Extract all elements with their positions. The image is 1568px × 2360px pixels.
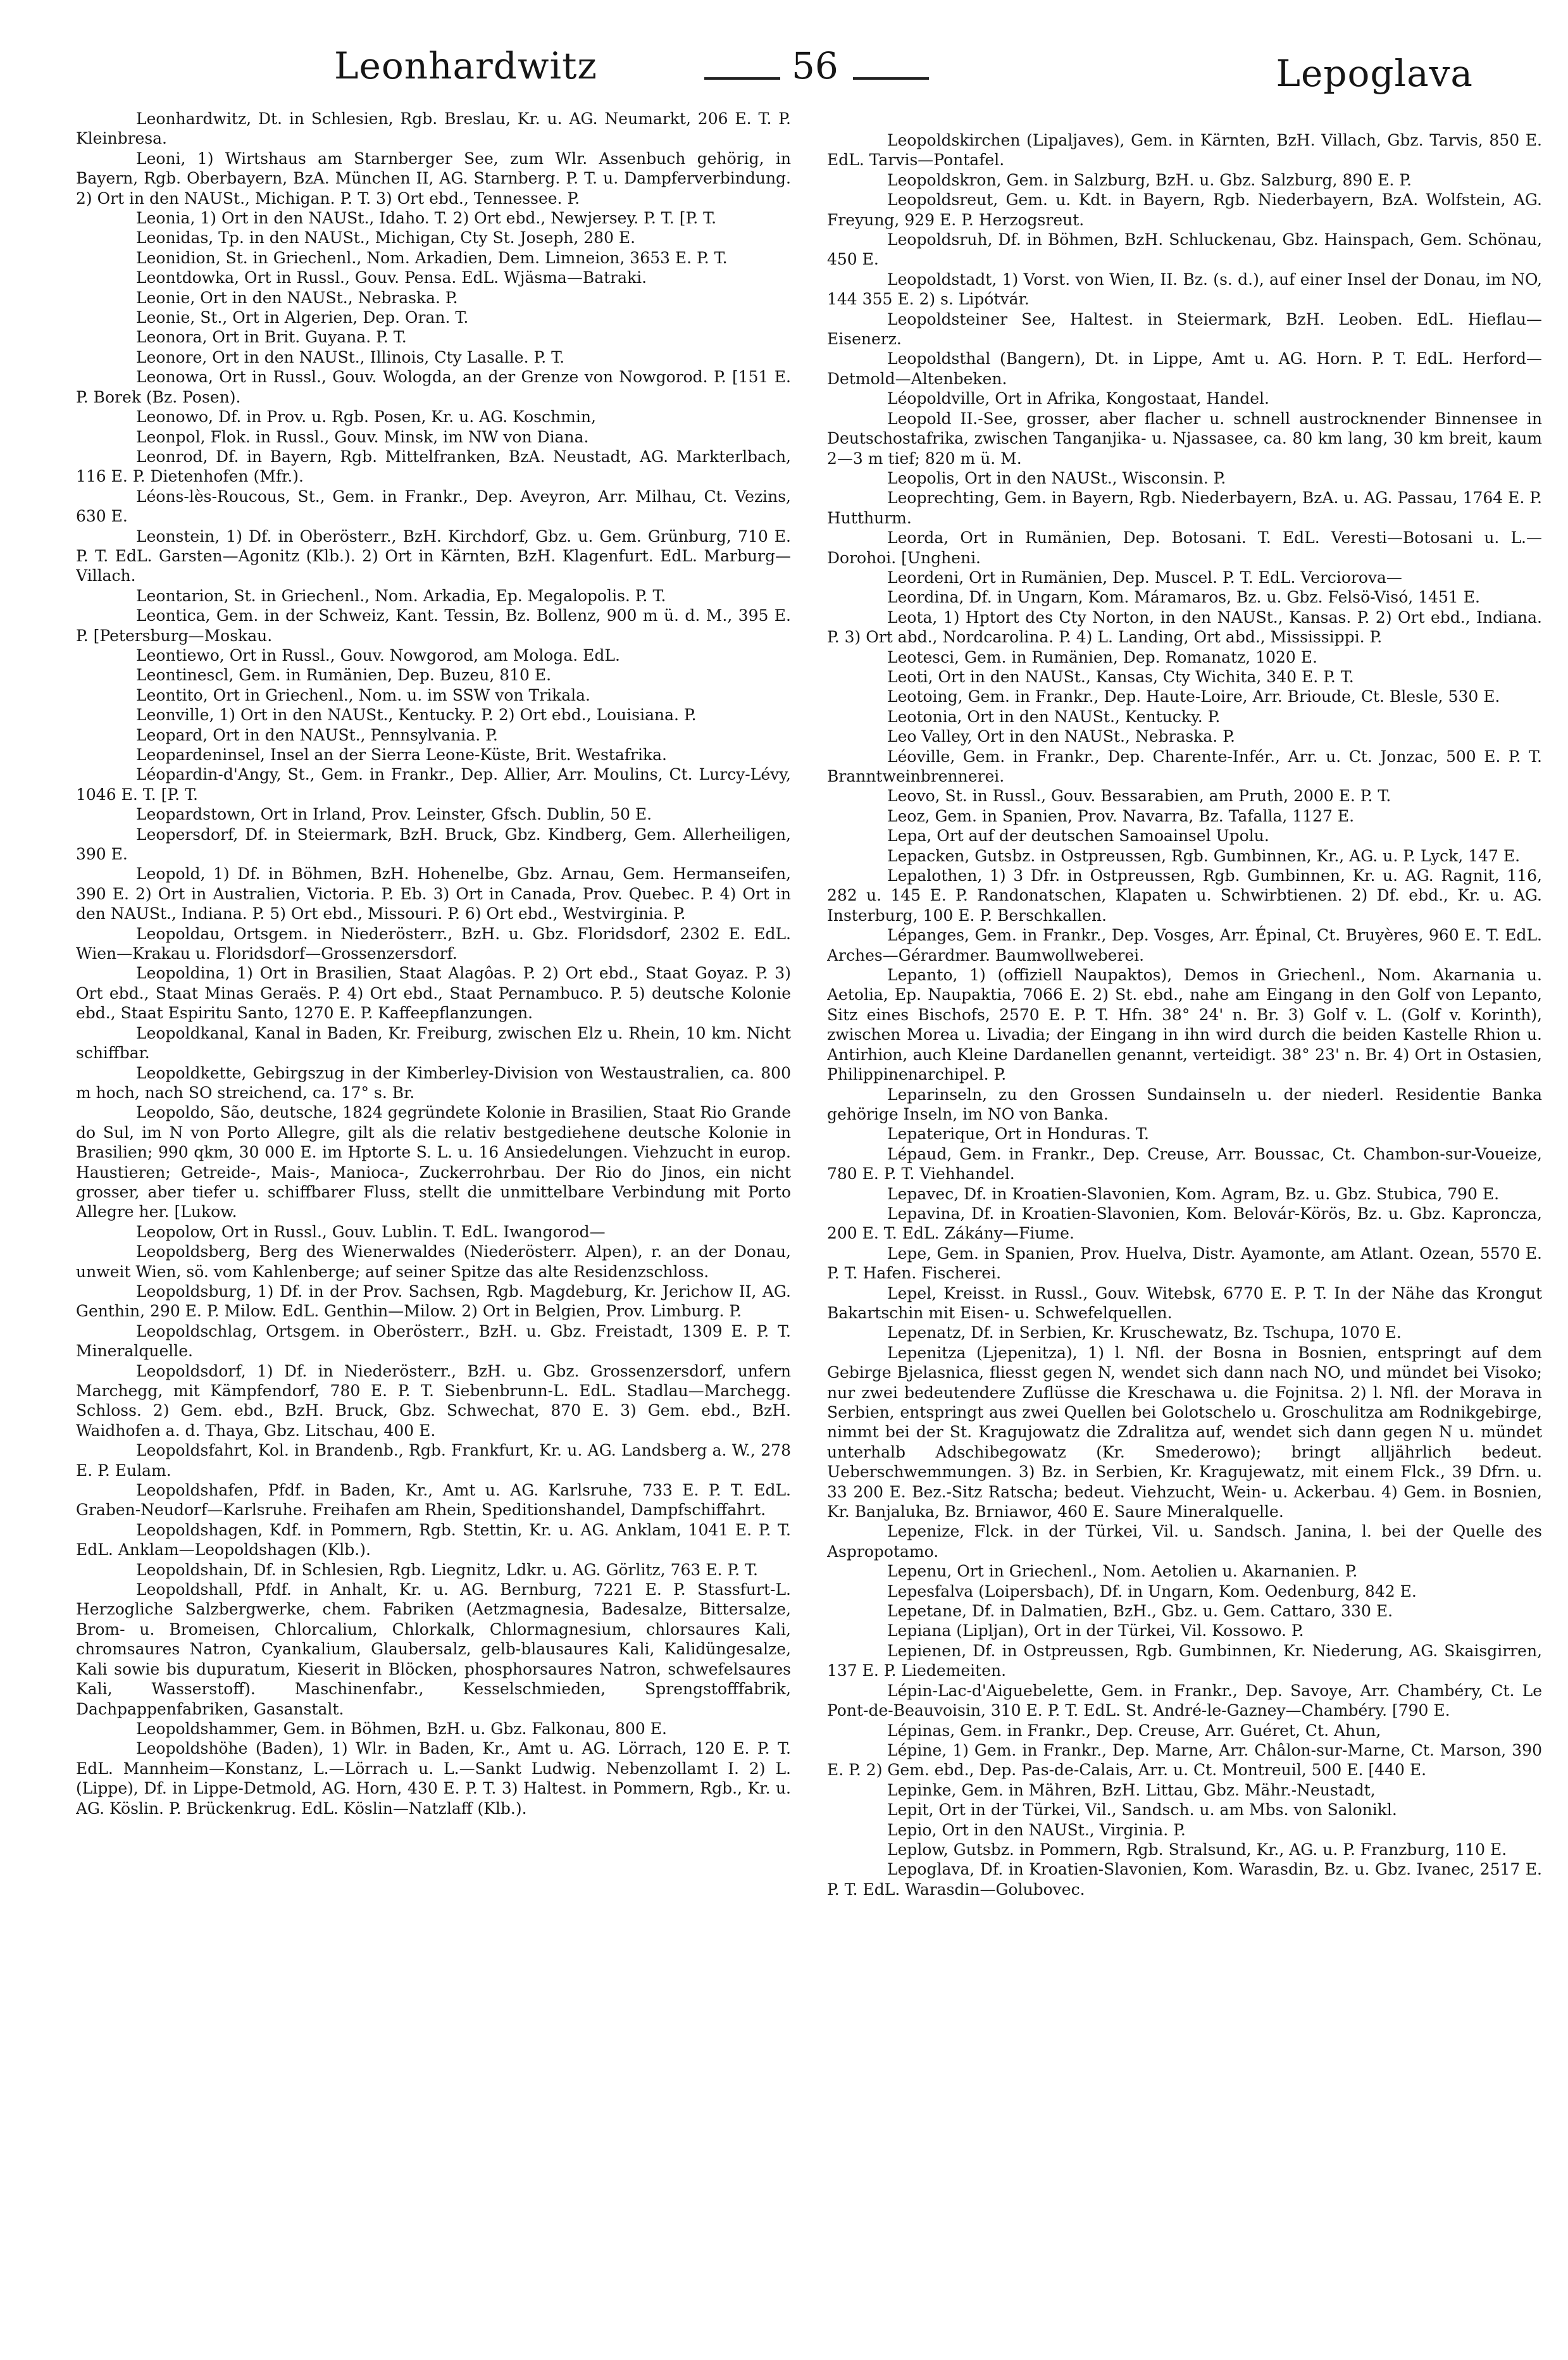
entry: Leopardstown, Ort in Irland, Prov. Leinster, Gfsch. Dublin, 50 E.: [136, 805, 652, 824]
entry: Leopardeninsel, Insel an der Sierra Leone-Küste, Brit. Westafrika.: [136, 746, 667, 764]
entry: Lepel, Kreisst. in Russl., Gouv. Witebsk, 6770 E. P. T. In der Nähe das Krongut Bakartschin mit Eisen- u. Schwefelquellen.: [827, 1283, 1542, 1322]
entry: Lepavina, Df. in Kroatien-Slavonien, Kom. Belovár-Körös, Bz. u. Gbz. Kaproncza, 200 E. T. EdL. Zákány—Fiume.: [827, 1204, 1542, 1243]
right-column: [827, 130, 1542, 2326]
entry: Leotesci, Gem. in Rumänien, Dep. Romanatz, 1020 E.: [887, 647, 1317, 666]
entry: Lepanto, 1) (offiziell Naupaktos), Demos in Griechenl., Nom. Akarnania u. Aetolia, Ep. Naupaktia, 7066 E. 2) St. ebd., nahe am Eingang in den Golf von Lepanto, Sitz eines Bischofs, 2570 E. P. T. Hfn. 38° 24' n. Br. 3) Golf v. L. (Golf v. Korinth), zwischen Morea u. Livadia; der Eingang in ihn wird durch die beiden Kastelle Rhion u. Antirhion, auch Kleine Dardanellen genannt, verteidigt. 38° 23' n. Br. 4) Ort in Ostasien, Philippinenarchipel. P.: [827, 966, 1542, 1084]
entry: Leonie, Ort in den NAUSt., Nebraska. P.: [136, 288, 458, 307]
entry: Leotoing, Gem. in Frankr., Dep. Haute-Loire, Arr. Brioude, Ct. Blesle, 530 E.: [887, 687, 1500, 706]
entry: Leonstein, 1) Df. in Oberösterr., BzH. Kirchdorf, Gbz. u. Gem. Grünburg, 710 E. P. T. EdL. Garsten—Agonitz (Klb.). 2) Ort in Kärnten, BzH. Klagenfurt. EdL. Marburg—Villach.: [76, 527, 791, 585]
entry: Leontinescl, Gem. in Rumänien, Dep. Buzeu, 810 E.: [136, 666, 552, 685]
entry: Leontica, Gem. in der Schweiz, Kant. Tessin, Bz. Bollenz, 900 m ü. d. M., 395 E. P. [Petersburg—Moskau.: [76, 606, 791, 645]
entry: Leontarion, St. in Griechenl., Nom. Arkadia, Ep. Megalopolis. P. T.: [136, 586, 666, 605]
entry: Leo Valley, Ort in den NAUSt., Nebraska. P.: [887, 727, 1235, 746]
entry: Lepinke, Gem. in Mähren, BzH. Littau, Gbz. Mähr.-Neustadt,: [887, 1780, 1376, 1799]
entry: Leopoldkanal, Kanal in Baden, Kr. Freiburg, zwischen Elz u. Rhein, 10 km. Nicht schiffbar.: [76, 1023, 791, 1063]
entry: Leonrod, Df. in Bayern, Rgb. Mittelfranken, BzA. Neustadt, AG. Markterlbach, 116 E. P. Dietenhofen (Mfr.).: [76, 447, 791, 486]
entry: Leordina, Df. in Ungarn, Kom. Máramaros, Bz. u. Gbz. Felsö-Visó, 1451 E.: [887, 588, 1480, 607]
entry: Leopold, 1) Df. in Böhmen, BzH. Hohenelbe, Gbz. Arnau, Gem. Hermanseifen, 390 E. 2) Ort in Australien, Victoria. P. Eb. 3) Ort in Canada, Prov. Quebec. P. 4) Ort in den NAUSt., Indiana. P. 5) Ort ebd., Missouri. P. 6) Ort ebd., Westvirginia. P.: [76, 865, 791, 923]
entry: Leontiewo, Ort in Russl., Gouv. Nowgorod, am Mologa. EdL.: [136, 646, 620, 665]
header-first-entry: Leonhardwitz: [334, 44, 597, 87]
entry: Leoz, Gem. in Spanien, Prov. Navarra, Bz. Tafalla, 1127 E.: [887, 806, 1355, 825]
entry: Leopoldsdorf, 1) Df. in Niederösterr., BzH. u. Gbz. Grossenzersdorf, unfern Marchegg, mit Kämpfendorf, 780 E. P. T. Siebenbrunn-L. EdL. Stadlau—Marchegg. Schloss. 2) Gem. ebd., BzH. Bruck, Gbz. Schwechat, 870 E. 3) Gem. ebd., BzH. Waidhofen a. d. Thaya, Gbz. Litschau, 400 E.: [76, 1361, 791, 1440]
entry: Leopoldshain, Df. in Schlesien, Rgb. Liegnitz, Ldkr. u. AG. Görlitz, 763 E. P. T.: [136, 1560, 758, 1579]
entry: Lepavec, Df. in Kroatien-Slavonien, Kom. Agram, Bz. u. Gbz. Stubica, 790 E.: [887, 1184, 1500, 1203]
entry: Leopoldsruh, Df. in Böhmen, BzH. Schluckenau, Gbz. Hainspach, Gem. Schönau, 450 E.: [827, 230, 1542, 269]
entry: Leonowa, Ort in Russl., Gouv. Wologda, an der Grenze von Nowgorod. P. [151 E. P. Borek (Bz. Posen).: [76, 368, 791, 406]
entry: Léoville, Gem. in Frankr., Dep. Charente-Infér., Arr. u. Ct. Jonzac, 500 E. P. T. Branntweinbrennerei.: [827, 747, 1542, 785]
left-column: [76, 109, 791, 2324]
entry: Lepesfalva (Loipersbach), Df. in Ungarn, Kom. Oedenburg, 842 E.: [887, 1582, 1417, 1601]
entry: Leonore, Ort in den NAUSt., Illinois, Cty Lasalle. P. T.: [136, 347, 565, 366]
entry: Lepalothen, 1) 3 Dfr. in Ostpreussen, Rgb. Gumbinnen, Kr. u. AG. Ragnit, 116, 282 u. 145 E. P. Randonatschen, Klapaten u. Schwirbtienen. 2) Df. ebd., Kr. u. AG. Insterburg, 100 E. P. Berschkallen.: [827, 866, 1542, 925]
entry: Leopoldskron, Gem. in Salzburg, BzH. u. Gbz. Salzburg, 890 E. P.: [887, 170, 1412, 189]
entry: Leonidas, Tp. in den NAUSt., Michigan, Cty St. Joseph, 280 E.: [136, 228, 636, 247]
entry: Léons-lès-Roucous, St., Gem. in Frankr., Dep. Aveyron, Arr. Milhau, Ct. Vezins, 630 E.: [76, 487, 791, 526]
entry: Leplow, Gutsbz. in Pommern, Rgb. Stralsund, Kr., AG. u. P. Franzburg, 110 E.: [887, 1840, 1507, 1859]
entry: Leopoldshall, Pfdf. in Anhalt, Kr. u. AG. Bernburg, 7221 E. P. Stassfurt-L. Herzogliche Salzbergwerke, chem. Fabriken (Aetzmagnesia, Badesalze, Bittersalze, Brom- u. Bromeisen, Chlorcalium, Chlorkalk, Chlormagnesium, chlorsaures Kali, chromsaures Natron, Cyankalium, Glaubersalz, gelb-blausaures Kali, Kalidüngesalze, Kali sowie bis dupuratum, Kieserit in Blöcken, phosphorsaures Natron, schwefelsaures Kali, Wasserstoff). Maschinenfabr., Kesselschmieden, Sprengstofffabrik, Dachpappenfabriken, Gasanstalt.: [76, 1580, 791, 1718]
entry: Leonidion, St. in Griechenl., Nom. Arkadien, Dem. Limneion, 3653 E. P. T.: [136, 248, 728, 267]
entry: Leopolow, Ort in Russl., Gouv. Lublin. T. EdL. Iwangorod—: [136, 1222, 606, 1241]
entry: Leontito, Ort in Griechenl., Nom. u. im SSW von Trikala.: [136, 685, 590, 704]
entry: Leonowo, Df. in Prov. u. Rgb. Posen, Kr. u. AG. Koschmin,: [136, 408, 596, 427]
entry: Leopoldina, 1) Ort in Brasilien, Staat Alagôas. P. 2) Ort ebd., Staat Goyaz. P. 3) Ort ebd., Staat Minas Geraës. P. 4) Ort ebd., Staat Pernambuco. P. 5) deutsche Kolonie ebd., Staat Espiritu Santo, 1270 E. P. Kaffeepflanzungen.: [76, 964, 791, 1023]
entry: Leoni, 1) Wirtshaus am Starnberger See, zum Wlr. Assenbuch gehörig, in Bayern, Rgb. Oberbayern, BzA. München II, AG. Starnberg. P. T. u. Dampferverbindung. 2) Ort in den NAUSt., Michigan. P. T. 3) Ort ebd., Tennessee. P.: [76, 149, 791, 208]
entry: Leonhardwitz, Dt. in Schlesien, Rgb. Breslau, Kr. u. AG. Neumarkt, 206 E. T. P. Kleinbresa.: [76, 109, 791, 148]
entry: Leopoldau, Ortsgem. in Niederösterr., BzH. u. Gbz. Floridsdorf, 2302 E. EdL. Wien—Krakau u. Floridsdorf—Grossenzersdorf.: [76, 924, 791, 963]
entry: Leoprechting, Gem. in Bayern, Rgb. Niederbayern, BzA. u. AG. Passau, 1764 E. P. Hutthurm.: [827, 489, 1542, 527]
entry: Lepenu, Ort in Griechenl., Nom. Aetolien u. Akarnanien. P.: [887, 1562, 1358, 1581]
entry: Leopoldsfahrt, Kol. in Brandenb., Rgb. Frankfurt, Kr. u. AG. Landsberg a. W., 278 E. P. Eulam.: [76, 1441, 791, 1480]
entry: Lepienen, Df. in Ostpreussen, Rgb. Gumbinnen, Kr. Niederung, AG. Skaisgirren, 137 E. P. Liedemeiten.: [827, 1641, 1542, 1680]
page-number: 56: [792, 44, 838, 87]
entry: Leopoldsteiner See, Haltest. in Steiermark, BzH. Leoben. EdL. Hieflau—Eisenerz.: [827, 309, 1542, 349]
entry: Lepe, Gem. in Spanien, Prov. Huelva, Distr. Ayamonte, am Atlant. Ozean, 5570 E. P. T. Hafen. Fischerei.: [827, 1244, 1542, 1283]
entry: Lepiana (Lipljan), Ort in der Türkei, Vil. Kossowo. P.: [887, 1621, 1304, 1640]
header-dash-right: [853, 77, 929, 80]
entry: Leopold II.-See, grosser, aber flacher u. schnell austrocknender Binnensee in Deutschostafrika, zwischen Tanganjika- u. Njassasee, ca. 80 km lang, 30 km breit, kaum 2—3 m tief; 820 m ü. M.: [827, 409, 1542, 468]
entry: Leopoldschlag, Ortsgem. in Oberösterr., BzH. u. Gbz. Freistadt, 1309 E. P. T. Mineralquelle.: [76, 1321, 791, 1361]
entry: Leontdowka, Ort in Russl., Gouv. Pensa. EdL. Wjäsma—Batraki.: [136, 268, 647, 287]
entry: Leopoldshafen, Pfdf. in Baden, Kr., Amt u. AG. Karlsruhe, 733 E. P. T. EdL. Graben-Neudorf—Karlsruhe. Freihafen am Rhein, Speditionshandel, Dampfschiffahrt.: [76, 1481, 791, 1520]
entry: Lepa, Ort auf der deutschen Samoainsel Upolu.: [887, 827, 1269, 846]
entry: Leopoldsreut, Gem. u. Kdt. in Bayern, Rgb. Niederbayern, BzA. Wolfstein, AG. Freyung, 929 E. P. Herzogsreut.: [827, 190, 1542, 229]
entry: Léopardin-d'Angy, St., Gem. in Frankr., Dep. Allier, Arr. Moulins, Ct. Lurcy-Lévy, 1046 E. T. [P. T.: [76, 765, 791, 804]
entry: Lepio, Ort in den NAUSt., Virginia. P.: [887, 1820, 1186, 1839]
entry: Lépin-Lac-d'Aiguebelette, Gem. in Frankr., Dep. Savoye, Arr. Chambéry, Ct. Le Pont-de-Beauvoisin, 310 E. P. T. EdL. St. André-le-Gazney—Chambéry. [790 E.: [827, 1681, 1542, 1720]
entry: Leota, 1) Hptort des Cty Norton, in den NAUSt., Kansas. P. 2) Ort ebd., Indiana. P. 3) Ort abd., Nordcarolina. P. 4) L. Landing, Ort abd., Mississippi. P.: [827, 608, 1542, 647]
entry: Leonora, Ort in Brit. Guyana. P. T.: [136, 328, 407, 347]
entry: Lepacken, Gutsbz. in Ostpreussen, Rgb. Gumbinnen, Kr., AG. u. P. Lyck, 147 E.: [887, 846, 1521, 865]
entry: Lepit, Ort in der Türkei, Vil., Sandsch. u. am Mbs. von Salonikl.: [887, 1801, 1397, 1820]
entry: Leotonia, Ort in den NAUSt., Kentucky. P.: [887, 707, 1221, 726]
entry: Leopoldshagen, Kdf. in Pommern, Rgb. Stettin, Kr. u. AG. Anklam, 1041 E. P. T. EdL. Anklam—Leopoldshagen (Klb.).: [76, 1520, 791, 1559]
entry: Lépanges, Gem. in Frankr., Dep. Vosges, Arr. Épinal, Ct. Bruyères, 960 E. T. EdL. Arches—Gérardmer. Baumwollweberei.: [827, 926, 1542, 965]
entry: Leopoldshöhe (Baden), 1) Wlr. in Baden, Kr., Amt u. AG. Lörrach, 120 E. P. T. EdL. Mannheim—Konstanz, L.—Lörrach u. L.—Sankt Ludwig. Nebenzollamt I. 2) L. (Lippe), Df. in Lippe-Detmold, AG. Horn, 430 E. P. T. 3) Haltest. in Pommern, Rgb., Kr. u. AG. Köslin. P. Brückenkrug. EdL. Köslin—Natzlaff (Klb.).: [76, 1739, 791, 1818]
entry: Leopoldkette, Gebirgszug in der Kimberley-Division von Westaustralien, ca. 800 m hoch, nach SO streichend, ca. 17° s. Br.: [76, 1063, 791, 1102]
entry: Lepenize, Flck. in der Türkei, Vil. u. Sandsch. Janina, l. bei der Quelle des Aspropotamo.: [827, 1522, 1542, 1561]
entry: Lepenitza (Ljepenitza), 1) l. Nfl. der Bosna in Bosnien, entspringt auf dem Gebirge Bjelasnica, fliesst gegen N, wendet sich dann nach NO, und mündet bei Visoko; nur zwei bedeutendere Zuflüsse die Kreschawa u. die Fojnitsa. 2) l. Nfl. der Morava in Serbien, entspringt aus zwei Quellen bei Golotschelo u. Groschulitza am Rodnikgebirge, nimmt bei der St. Kragujowatz die Zdralitza auf, wendet sich dann gegen N u. mündet unterhalb Adschibegowatz (Kr. Smederowo); bringt alljährlich bedeut. Ueberschwemmungen. 3) Bz. in Serbien, Kr. Kragujewatz, mit einem Flck., 39 Dfrn. u. 33 200 E. Bez.-Sitz Ratscha; bedeut. Viehzucht, Wein- u. Ackerbau. 4) Gem. in Bosnien, Kr. Banjaluka, Bz. Brniawor, 460 E. Saure Mineralquelle.: [827, 1343, 1542, 1521]
entry: Leonie, St., Ort in Algerien, Dep. Oran. T.: [136, 308, 469, 327]
entry: Leopoldsthal (Bangern), Dt. in Lippe, Amt u. AG. Horn. P. T. EdL. Herford—Detmold—Altenbeken.: [827, 349, 1542, 388]
entry: Lepenatz, Df. in Serbien, Kr. Kruschewatz, Bz. Tschupa, 1070 E.: [887, 1323, 1402, 1342]
entry: Lepoglava, Df. in Kroatien-Slavonien, Kom. Warasdin, Bz. u. Gbz. Ivanec, 2517 E. P. T. EdL. Warasdin—Golubovec.: [827, 1860, 1542, 1899]
entry: Leparinseln, zu den Grossen Sundainseln u. der niederl. Residentie Banka gehörige Inseln, im NO von Banka.: [827, 1085, 1542, 1123]
entry: Leovo, St. in Russl., Gouv. Bessarabien, am Pruth, 2000 E. P. T.: [887, 787, 1391, 806]
entry: Leopard, Ort in den NAUSt., Pennsylvania. P.: [136, 725, 498, 744]
entry: Leordeni, Ort in Rumänien, Dep. Muscel. P. T. EdL. Verciorova—: [887, 568, 1402, 587]
header-last-entry: Lepoglava: [1276, 52, 1473, 95]
entry: Leonia, 1) Ort in den NAUSt., Idaho. T. 2) Ort ebd., Newjersey. P. T. [P. T.: [136, 209, 717, 228]
entry: Leorda, Ort in Rumänien, Dep. Botosani. T. EdL. Veresti—Botosani u. L.—Dorohoi. [Ungheni.: [827, 528, 1542, 567]
entry: Leonpol, Flok. in Russl., Gouv. Minsk, im NW von Diana.: [136, 427, 589, 446]
entry: Leopolis, Ort in den NAUSt., Wisconsin. P.: [887, 468, 1226, 487]
entry: Lepetane, Df. in Dalmatien, BzH., Gbz. u. Gem. Cattaro, 330 E.: [887, 1602, 1393, 1621]
entry: Leopoldsburg, 1) Df. in der Prov. Sachsen, Rgb. Magdeburg, Kr. Jerichow II, AG. Genthin, 290 E. P. Milow. EdL. Genthin—Milow. 2) Ort in Belgien, Prov. Limburg. P.: [76, 1282, 791, 1321]
entry: Lépine, 1) Gem. in Frankr., Dep. Marne, Arr. Châlon-sur-Marne, Ct. Marson, 390 E. P. 2) Gem. ebd., Dep. Pas-de-Calais, Arr. u. Ct. Montreuil, 500 E. [440 E.: [827, 1740, 1542, 1780]
entry: Leopoldshammer, Gem. in Böhmen, BzH. u. Gbz. Falkonau, 800 E.: [136, 1719, 667, 1738]
entry: Lepaterique, Ort in Honduras. T.: [887, 1125, 1149, 1144]
header-dash-left: [704, 77, 780, 80]
entry: Leopoldo, São, deutsche, 1824 gegründete Kolonie in Brasilien, Staat Rio Grande do Sul, im N von Porto Allegre, gilt als die relativ bestgediehene deutsche Kolonie in Brasilien; 990 qkm, 30 000 E. im Hptorte S. L. u. 16 Ansiedelungen. Viehzucht in europ. Haustieren; Getreide-, Mais-, Manioca-, Zuckerrohrbau. Der Rio do Jinos, ein nicht grosser, aber tiefer u. schiffbarer Fluss, stellt die unmittelbare Verbindung mit Porto Allegre her. [Lukow.: [76, 1103, 791, 1221]
entry: Leonville, 1) Ort in den NAUSt., Kentucky. P. 2) Ort ebd., Louisiana. P.: [136, 706, 697, 725]
entry: Leopoldstadt, 1) Vorst. von Wien, II. Bz. (s. d.), auf einer Insel der Donau, im NO, 144 355 E. 2) s. Lipótvár.: [827, 270, 1542, 309]
entry: Lépaud, Gem. in Frankr., Dep. Creuse, Arr. Boussac, Ct. Chambon-sur-Voueize, 780 E. P. T. Viehhandel.: [827, 1144, 1542, 1183]
entry: Leopoldsberg, Berg des Wienerwaldes (Niederösterr. Alpen), r. an der Donau, unweit Wien, sö. vom Kahlenberge; auf seiner Spitze das alte Residenzschloss.: [76, 1242, 791, 1281]
entry: Leopersdorf, Df. in Steiermark, BzH. Bruck, Gbz. Kindberg, Gem. Allerheiligen, 390 E.: [76, 825, 791, 864]
entry: Leoti, Ort in den NAUSt., Kansas, Cty Wichita, 340 E. P. T.: [887, 667, 1354, 686]
entry: Léopoldville, Ort in Afrika, Kongostaat, Handel.: [887, 389, 1269, 408]
entry: Lépinas, Gem. in Frankr., Dep. Creuse, Arr. Guéret, Ct. Ahun,: [887, 1721, 1381, 1740]
entry: Leopoldskirchen (Lipaljaves), Gem. in Kärnten, BzH. Villach, Gbz. Tarvis, 850 E. EdL. Tarvis—Pontafel.: [827, 131, 1542, 170]
